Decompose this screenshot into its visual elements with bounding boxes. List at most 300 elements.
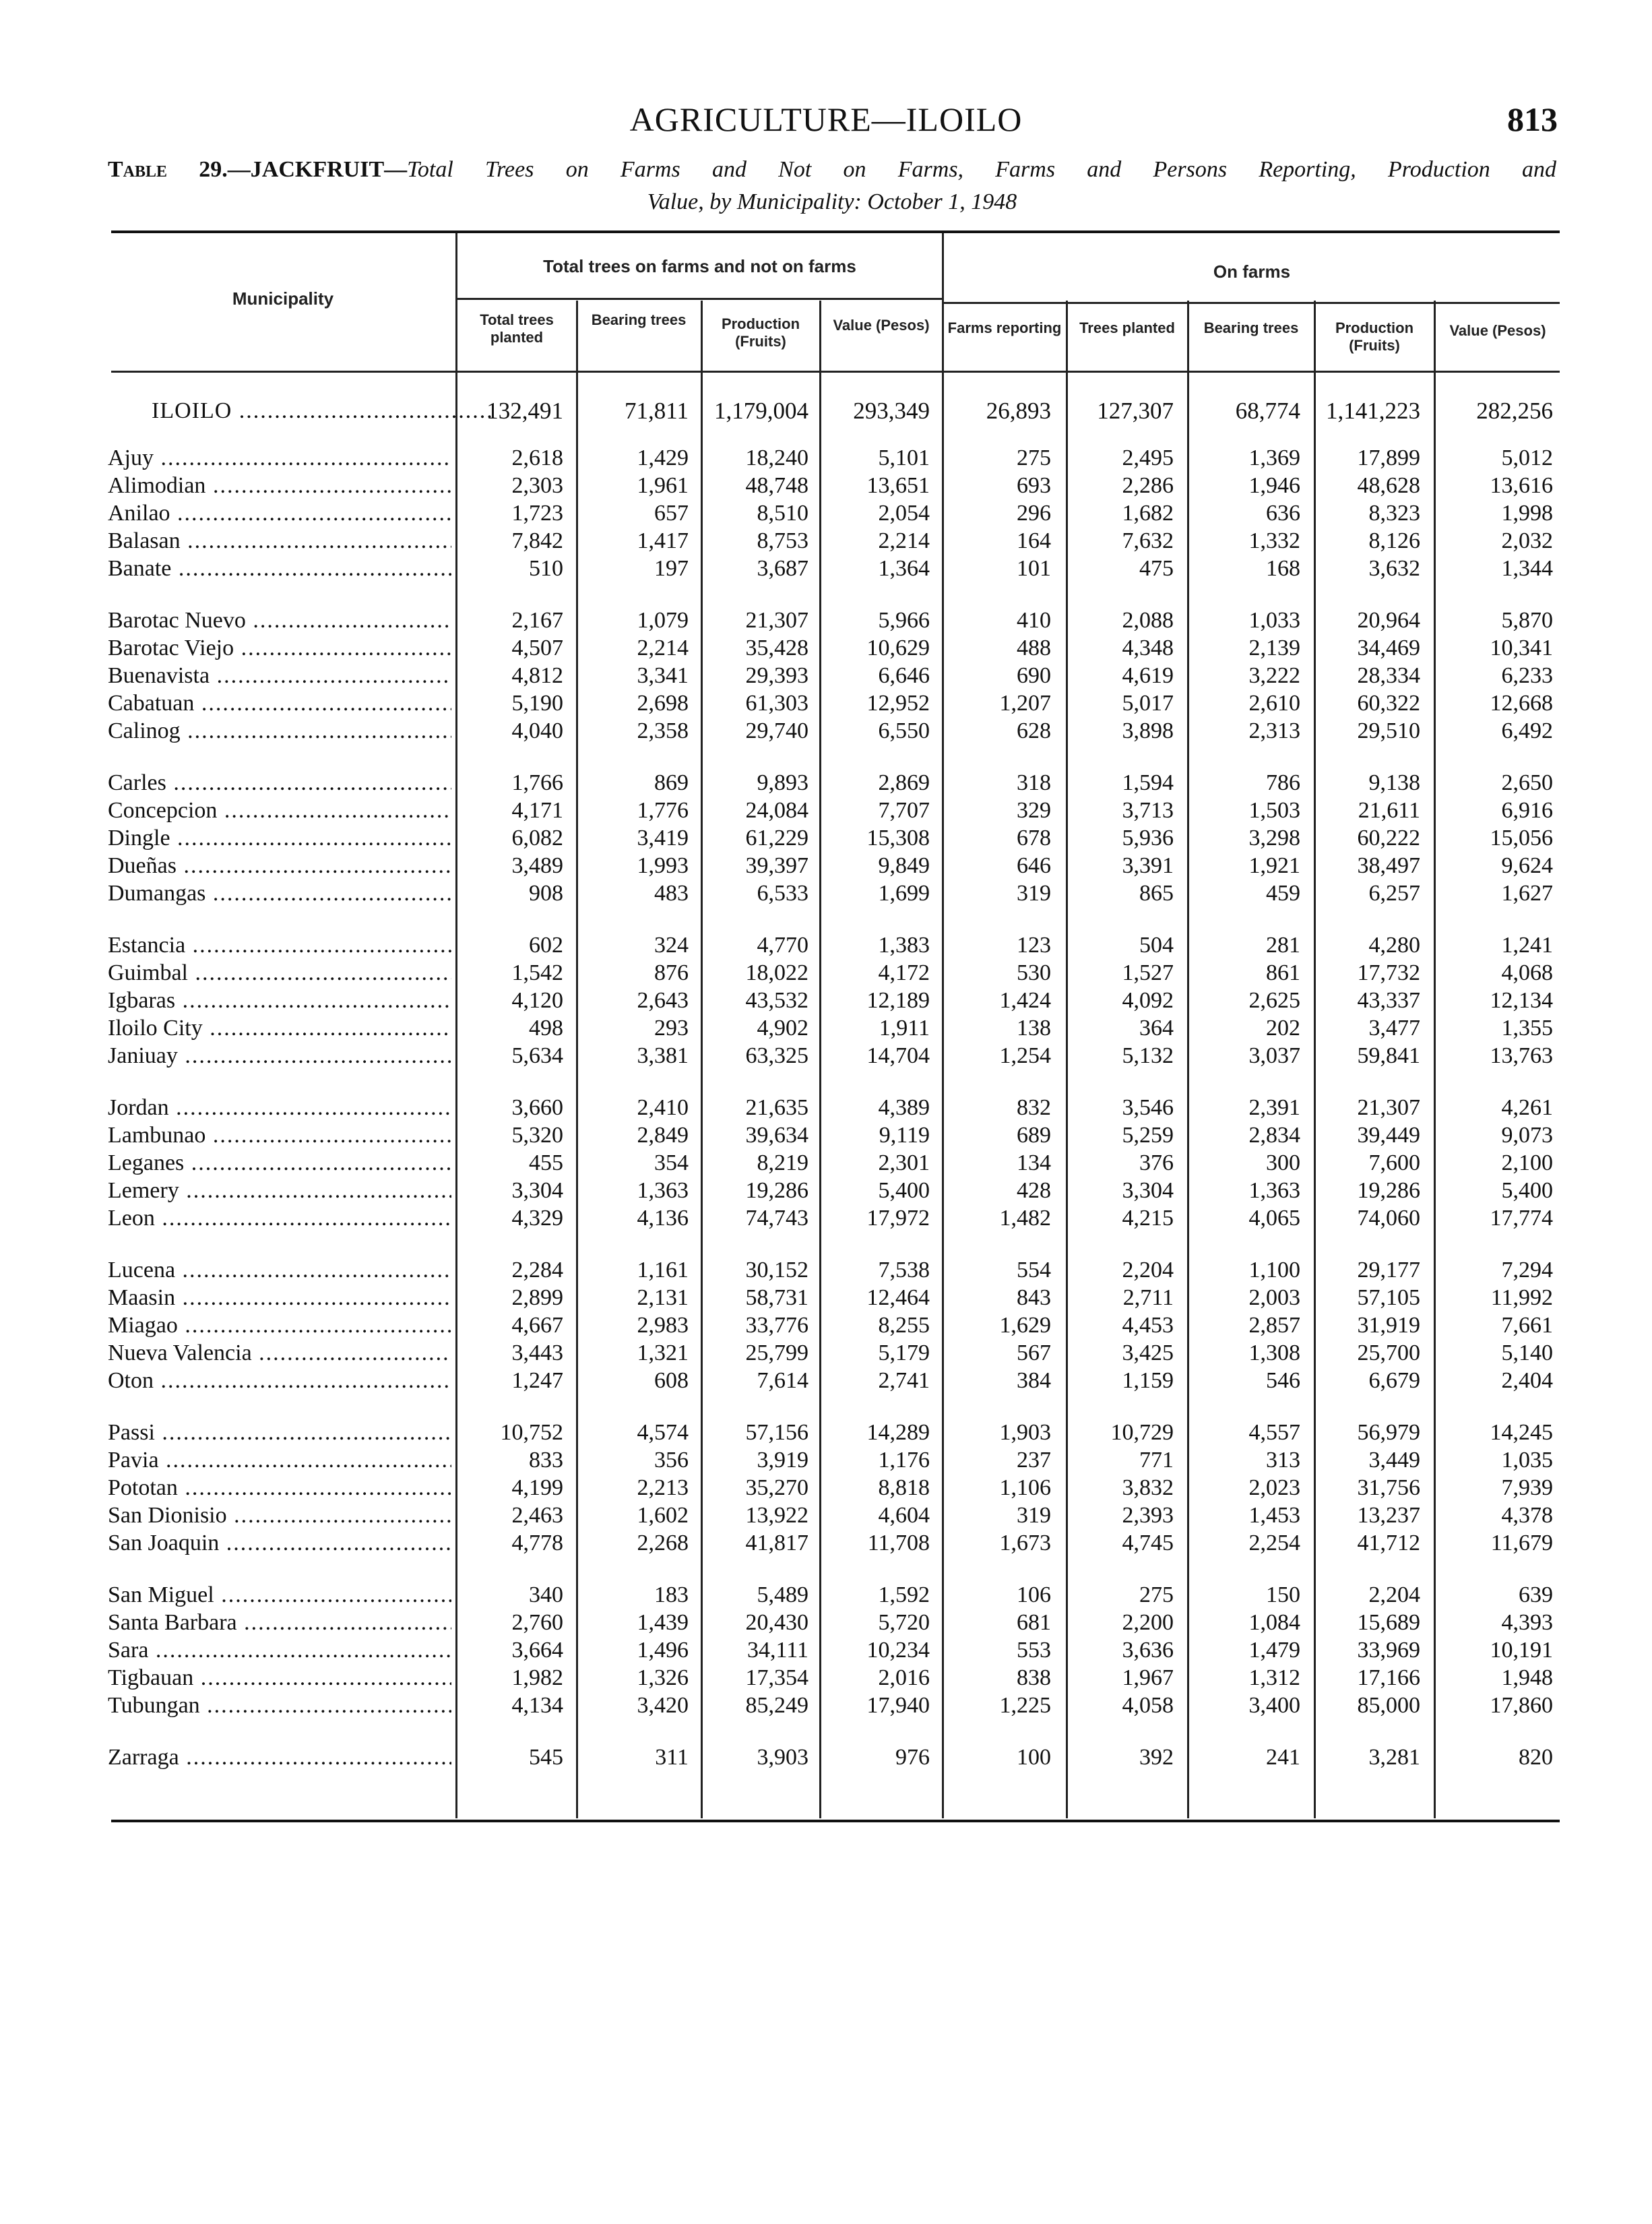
table-cell: 20,964 <box>1357 608 1420 633</box>
table-row <box>0 718 1652 745</box>
group-rule <box>457 298 942 300</box>
table-cell: 3,341 <box>637 663 689 688</box>
table-cell: 1,176 <box>878 1448 930 1473</box>
table-cell: 2,404 <box>1501 1368 1553 1393</box>
table-row <box>0 635 1652 662</box>
table-cell: 1,179,004 <box>714 398 808 424</box>
table-cell: 1,776 <box>637 798 689 823</box>
table-cell: 5,634 <box>511 1043 563 1068</box>
table-cell: 1,417 <box>637 528 689 553</box>
table-cell: 39,397 <box>745 853 808 878</box>
table-cell: 1,699 <box>878 881 930 906</box>
table-cell: 1,161 <box>637 1258 689 1283</box>
table-cell: 74,060 <box>1357 1206 1420 1231</box>
table-cell: 296 <box>1017 501 1051 526</box>
bottom-rule <box>111 1820 1560 1822</box>
table-cell: 319 <box>1017 1503 1051 1528</box>
table-cell: 786 <box>1266 770 1300 795</box>
table-cell: 3,298 <box>1248 826 1300 851</box>
table-cell: 1,439 <box>637 1610 689 1635</box>
table-cell: 293,349 <box>853 398 930 424</box>
municipality-name: Barotac Nuevo ..... <box>108 607 451 634</box>
table-cell: 311 <box>655 1745 689 1770</box>
table-cell: 1,542 <box>511 960 563 985</box>
table-row <box>0 1312 1652 1339</box>
table-cell: 9,073 <box>1501 1123 1553 1148</box>
table-cell: 74,743 <box>745 1206 808 1231</box>
table-cell: 1,308 <box>1248 1340 1300 1365</box>
table-cell: 1,673 <box>999 1531 1051 1555</box>
table-row <box>0 1150 1652 1177</box>
table-cell: 12,134 <box>1490 988 1553 1013</box>
table-row <box>0 853 1652 879</box>
table-cell: 4,058 <box>1122 1693 1174 1718</box>
table-row <box>0 825 1652 852</box>
table-cell: 1,383 <box>878 933 930 958</box>
table-cell: 4,199 <box>511 1475 563 1500</box>
table-cell: 2,495 <box>1122 445 1174 470</box>
table-row <box>0 1122 1652 1149</box>
table-cell: 5,320 <box>511 1123 563 1148</box>
table-cell: 8,818 <box>878 1475 930 1500</box>
table-cell: 1,207 <box>999 691 1051 716</box>
table-label: Table 29. <box>108 157 228 182</box>
table-cell: 3,636 <box>1122 1638 1174 1663</box>
table-cell: 2,857 <box>1248 1313 1300 1338</box>
table-cell: 17,354 <box>745 1665 808 1690</box>
table-row <box>0 1257 1652 1284</box>
table-cell: 1,453 <box>1248 1503 1300 1528</box>
municipality-name: Lambunao ..... <box>108 1122 451 1149</box>
column-header: Bearing trees <box>591 311 687 328</box>
table-row <box>0 528 1652 555</box>
table-cell: 820 <box>1519 1745 1553 1770</box>
column-header: Farms reporting <box>947 319 1062 336</box>
table-cell: 459 <box>1266 881 1300 906</box>
column-header: Total trees planted <box>480 311 554 346</box>
table-cell: 31,756 <box>1357 1475 1420 1500</box>
table-cell: 4,348 <box>1122 636 1174 660</box>
table-row <box>0 1530 1652 1557</box>
table-cell: 28,334 <box>1357 663 1420 688</box>
table-cell: 1,079 <box>637 608 689 633</box>
table-cell: 3,477 <box>1368 1016 1420 1041</box>
table-cell: 29,740 <box>745 718 808 743</box>
table-cell: 1,602 <box>637 1503 689 1528</box>
table-cell: 2,200 <box>1122 1610 1174 1635</box>
table-cell: 3,919 <box>757 1448 808 1473</box>
table-cell: 4,604 <box>878 1503 930 1528</box>
table-cell: 2,983 <box>637 1313 689 1338</box>
table-cell: 61,229 <box>745 826 808 851</box>
table-cell: 138 <box>1017 1016 1051 1041</box>
table-cell: 7,294 <box>1501 1258 1553 1283</box>
table-cell: 6,257 <box>1368 881 1420 906</box>
table-cell: 11,708 <box>867 1531 930 1555</box>
table-cell: 4,574 <box>637 1420 689 1445</box>
table-description-1: Total Trees on Farms and Not on Farms, Farms and Persons Reporting, Production and <box>407 157 1556 182</box>
column-header: Production (Fruits) <box>721 315 800 350</box>
table-cell: 7,538 <box>878 1258 930 1283</box>
table-cell: 4,667 <box>511 1313 563 1338</box>
table-cell: 2,131 <box>637 1285 689 1310</box>
table-row <box>0 987 1652 1014</box>
table-cell: 1,363 <box>637 1178 689 1203</box>
table-cell: 410 <box>1017 608 1051 633</box>
table-cell: 5,489 <box>757 1582 808 1607</box>
table-cell: 60,322 <box>1357 691 1420 716</box>
table-cell: 5,870 <box>1501 608 1553 633</box>
table-cell: 1,332 <box>1248 528 1300 553</box>
table-cell: 2,393 <box>1122 1503 1174 1528</box>
table-cell: 300 <box>1266 1150 1300 1175</box>
table-cell: 5,190 <box>511 691 563 716</box>
table-cell: 3,687 <box>757 556 808 581</box>
table-cell: 1,967 <box>1122 1665 1174 1690</box>
table-cell: 14,245 <box>1490 1420 1553 1445</box>
table-cell: 318 <box>1017 770 1051 795</box>
table-cell: 4,171 <box>511 798 563 823</box>
table-cell: 12,464 <box>866 1285 930 1310</box>
table-cell: 1,247 <box>511 1368 563 1393</box>
table-cell: 2,625 <box>1248 988 1300 1013</box>
table-cell: 1,592 <box>878 1582 930 1607</box>
table-cell: 29,393 <box>745 663 808 688</box>
table-cell: 1,241 <box>1501 933 1553 958</box>
table-cell: 3,222 <box>1248 663 1300 688</box>
table-cell: 1,084 <box>1248 1610 1300 1635</box>
table-cell: 1,312 <box>1248 1665 1300 1690</box>
table-row <box>0 770 1652 797</box>
table-cell: 7,842 <box>511 528 563 553</box>
table-cell: 3,400 <box>1248 1693 1300 1718</box>
table-cell: 1,033 <box>1248 608 1300 633</box>
table-cell: 6,082 <box>511 826 563 851</box>
table-cell: 31,919 <box>1357 1313 1420 1338</box>
municipality-name: Leon ..... <box>108 1205 451 1232</box>
municipality-name: Iloilo City ..... <box>108 1015 451 1042</box>
table-row <box>0 1637 1652 1664</box>
table-cell: 18,240 <box>745 445 808 470</box>
table-cell: 281 <box>1266 933 1300 958</box>
table-cell: 10,752 <box>500 1420 563 1445</box>
table-cell: 2,054 <box>878 501 930 526</box>
table-cell: 1,225 <box>999 1693 1051 1718</box>
table-cell: 9,893 <box>757 770 808 795</box>
table-cell: 2,643 <box>637 988 689 1013</box>
table-cell: 58,731 <box>745 1285 808 1310</box>
table-cell: 7,939 <box>1501 1475 1553 1500</box>
table-cell: 15,308 <box>866 826 930 851</box>
table-cell: 1,106 <box>999 1475 1051 1500</box>
table-cell: 4,389 <box>878 1095 930 1120</box>
municipality-name: Maasin ..... <box>108 1285 451 1311</box>
table-cell: 488 <box>1017 636 1051 660</box>
table-cell: 18,022 <box>745 960 808 985</box>
table-cell: 4,065 <box>1248 1206 1300 1231</box>
table-cell: 1,503 <box>1248 798 1300 823</box>
table-cell: 356 <box>654 1448 689 1473</box>
table-cell: 6,550 <box>878 718 930 743</box>
table-cell: 85,000 <box>1357 1693 1420 1718</box>
table-cell: 68,774 <box>1235 398 1300 424</box>
table-cell: 4,172 <box>878 960 930 985</box>
table-cell: 39,634 <box>745 1123 808 1148</box>
table-cell: 8,219 <box>757 1150 808 1175</box>
table-cell: 2,284 <box>511 1258 563 1283</box>
table-cell: 2,286 <box>1122 473 1174 498</box>
table-cell: 4,619 <box>1122 663 1174 688</box>
table-cell: 9,119 <box>879 1123 930 1148</box>
table-row <box>0 1475 1652 1502</box>
table-cell: 6,679 <box>1368 1368 1420 1393</box>
table-cell: 21,611 <box>1358 798 1420 823</box>
table-cell: 554 <box>1017 1258 1051 1283</box>
table-cell: 2,301 <box>878 1150 930 1175</box>
table-cell: 1,496 <box>637 1638 689 1663</box>
table-row <box>0 1015 1652 1042</box>
table-cell: 33,969 <box>1357 1638 1420 1663</box>
table-cell: 2,214 <box>637 636 689 660</box>
table-cell: 17,166 <box>1357 1665 1420 1690</box>
table-cell: 2,618 <box>511 445 563 470</box>
table-cell: 455 <box>529 1150 563 1175</box>
table-cell: 4,068 <box>1501 960 1553 985</box>
table-row <box>0 1609 1652 1636</box>
table-row <box>0 445 1652 472</box>
table-cell: 2,100 <box>1501 1150 1553 1175</box>
table-cell: 13,763 <box>1490 1043 1553 1068</box>
table-cell: 833 <box>529 1448 563 1473</box>
table-row <box>0 1582 1652 1609</box>
table-cell: 636 <box>1266 501 1300 526</box>
table-cell: 3,420 <box>637 1693 689 1718</box>
table-cell: 1,993 <box>637 853 689 878</box>
table-cell: 275 <box>1139 1582 1174 1607</box>
municipality-name: Tigbauan ..... <box>108 1665 451 1692</box>
municipality-name: Pototan ..... <box>108 1475 451 1502</box>
table-cell: 2,313 <box>1248 718 1300 743</box>
table-cell: 2,167 <box>511 608 563 633</box>
table-cell: 1,594 <box>1122 770 1174 795</box>
table-cell: 832 <box>1017 1095 1051 1120</box>
table-cell: 17,940 <box>866 1693 930 1718</box>
table-row <box>0 1094 1652 1121</box>
municipality-name: ILOILO ..... <box>152 398 495 425</box>
table-cell: 13,922 <box>745 1503 808 1528</box>
table-cell: 1,141,223 <box>1326 398 1420 424</box>
table-cell: 4,215 <box>1122 1206 1174 1231</box>
table-cell: 17,774 <box>1490 1206 1553 1231</box>
table-cell: 1,321 <box>637 1340 689 1365</box>
group-header-on-farms: On farms <box>1213 261 1291 282</box>
municipality-name: Passi ..... <box>108 1419 451 1446</box>
table-row <box>0 1367 1652 1394</box>
table-cell: 4,745 <box>1122 1531 1174 1555</box>
table-cell: 134 <box>1017 1150 1051 1175</box>
table-cell: 5,720 <box>878 1610 930 1635</box>
header-rule <box>111 371 1560 373</box>
municipality-name: Cabatuan ..... <box>108 690 451 717</box>
table-cell: 2,088 <box>1122 608 1174 633</box>
table-cell: 1,326 <box>637 1665 689 1690</box>
table-cell: 2,254 <box>1248 1531 1300 1555</box>
municipality-name: Pavia ..... <box>108 1447 451 1474</box>
table-description-2: Value, by Municipality: October 1, 1948 <box>647 189 1017 214</box>
table-cell: 2,610 <box>1248 691 1300 716</box>
table-cell: 13,616 <box>1490 473 1553 498</box>
table-cell: 843 <box>1017 1285 1051 1310</box>
municipality-name: Nueva Valencia ..... <box>108 1340 451 1367</box>
table-cell: 10,729 <box>1110 1420 1174 1445</box>
table-cell: 202 <box>1266 1016 1300 1041</box>
table-cell: 7,707 <box>878 798 930 823</box>
table-cell: 85,249 <box>745 1693 808 1718</box>
table-cell: 3,832 <box>1122 1475 1174 1500</box>
table-row <box>0 1285 1652 1311</box>
page-title: AGRICULTURE—ILOILO <box>629 100 1023 138</box>
municipality-name: Barotac Viejo ..... <box>108 635 451 662</box>
municipality-name: Dingle ..... <box>108 825 451 852</box>
table-cell: 689 <box>1017 1123 1051 1148</box>
table-cell: 9,849 <box>878 853 930 878</box>
table-cell: 2,003 <box>1248 1285 1300 1310</box>
table-cell: 861 <box>1266 960 1300 985</box>
table-cell: 2,711 <box>1122 1285 1174 1310</box>
table-cell: 5,101 <box>878 445 930 470</box>
table-cell: 57,156 <box>745 1420 808 1445</box>
table-row <box>0 1692 1652 1719</box>
table-cell: 3,391 <box>1122 853 1174 878</box>
caption-line-1 <box>108 154 1556 186</box>
table-cell: 3,381 <box>637 1043 689 1068</box>
table-row <box>0 607 1652 634</box>
table-cell: 275 <box>1017 445 1051 470</box>
table-cell: 3,489 <box>511 853 563 878</box>
table-cell: 2,834 <box>1248 1123 1300 1148</box>
table-cell: 63,325 <box>745 1043 808 1068</box>
table-cell: 4,092 <box>1122 988 1174 1013</box>
table-row <box>0 1177 1652 1204</box>
table-cell: 17,732 <box>1357 960 1420 985</box>
table-cell: 908 <box>529 881 563 906</box>
table-cell: 2,463 <box>511 1503 563 1528</box>
table-cell: 38,497 <box>1357 853 1420 878</box>
table-cell: 60,222 <box>1357 826 1420 851</box>
table-cell: 628 <box>1017 718 1051 743</box>
table-cell: 3,664 <box>511 1638 563 1663</box>
table-row <box>0 797 1652 824</box>
table-cell: 282,256 <box>1476 398 1553 424</box>
table-cell: 1,344 <box>1501 556 1553 581</box>
table-cell: 2,391 <box>1248 1095 1300 1120</box>
table-subject: —JACKFRUIT— <box>227 157 408 182</box>
table-cell: 771 <box>1139 1448 1174 1473</box>
table-cell: 1,159 <box>1122 1368 1174 1393</box>
table-cell: 7,632 <box>1122 528 1174 553</box>
table-cell: 7,600 <box>1368 1150 1420 1175</box>
municipality-name: Janiuay ..... <box>108 1043 451 1070</box>
table-cell: 1,424 <box>999 988 1051 1013</box>
table-cell: 646 <box>1017 853 1051 878</box>
table-cell: 8,255 <box>878 1313 930 1338</box>
table-row <box>0 555 1652 582</box>
table-cell: 9,624 <box>1501 853 1553 878</box>
municipality-name: Dueñas ..... <box>108 853 451 879</box>
table-cell: 475 <box>1139 556 1174 581</box>
table-cell: 132,491 <box>486 398 563 424</box>
table-cell: 1,100 <box>1248 1258 1300 1283</box>
table-cell: 41,712 <box>1357 1531 1420 1555</box>
table-cell: 1,903 <box>999 1420 1051 1445</box>
municipality-name: Lucena ..... <box>108 1257 451 1284</box>
table-row <box>0 662 1652 689</box>
table-cell: 30,152 <box>745 1258 808 1283</box>
municipality-name: San Miguel ..... <box>108 1582 451 1609</box>
table-cell: 2,358 <box>637 718 689 743</box>
table-cell: 324 <box>654 933 689 958</box>
table-cell: 8,753 <box>757 528 808 553</box>
table-cell: 8,323 <box>1368 501 1420 526</box>
table-cell: 2,023 <box>1248 1475 1300 1500</box>
municipality-name: Alimodian ..... <box>108 472 451 499</box>
municipality-name: Calinog ..... <box>108 718 451 745</box>
table-cell: 3,660 <box>511 1095 563 1120</box>
table-cell: 3,419 <box>637 826 689 851</box>
table-cell: 2,410 <box>637 1095 689 1120</box>
table-row <box>0 1744 1652 1771</box>
table-cell: 504 <box>1139 933 1174 958</box>
table-cell: 6,646 <box>878 663 930 688</box>
table-cell: 35,270 <box>745 1475 808 1500</box>
table-cell: 3,037 <box>1248 1043 1300 1068</box>
table-cell: 3,304 <box>511 1178 563 1203</box>
table-cell: 1,363 <box>1248 1178 1300 1203</box>
table-cell: 127,307 <box>1097 398 1174 424</box>
table-cell: 1,961 <box>637 473 689 498</box>
table-cell: 2,650 <box>1501 770 1553 795</box>
table-cell: 4,453 <box>1122 1313 1174 1338</box>
table-cell: 123 <box>1017 933 1051 958</box>
table-cell: 101 <box>1017 556 1051 581</box>
table-cell: 168 <box>1266 556 1300 581</box>
table-cell: 15,689 <box>1357 1610 1420 1635</box>
table-cell: 3,898 <box>1122 718 1174 743</box>
table-cell: 865 <box>1139 881 1174 906</box>
table-cell: 59,841 <box>1357 1043 1420 1068</box>
group-rule <box>944 302 1560 304</box>
table-cell: 241 <box>1266 1745 1300 1770</box>
table-cell: 100 <box>1017 1745 1051 1770</box>
table-cell: 26,893 <box>986 398 1051 424</box>
table-cell: 1,948 <box>1501 1665 1553 1690</box>
top-rule <box>111 230 1560 233</box>
table-cell: 1,998 <box>1501 501 1553 526</box>
table-cell: 2,032 <box>1501 528 1553 553</box>
table-cell: 15,056 <box>1490 826 1553 851</box>
table-cell: 693 <box>1017 473 1051 498</box>
table-cell: 4,040 <box>511 718 563 743</box>
table-row <box>0 1419 1652 1446</box>
table-cell: 21,307 <box>1357 1095 1420 1120</box>
table-cell: 106 <box>1017 1582 1051 1607</box>
table-cell: 2,204 <box>1122 1258 1174 1283</box>
table-cell: 6,233 <box>1501 663 1553 688</box>
table-cell: 5,179 <box>878 1340 930 1365</box>
table-cell: 657 <box>654 501 689 526</box>
table-cell: 14,289 <box>866 1420 930 1445</box>
table-cell: 4,393 <box>1501 1610 1553 1635</box>
